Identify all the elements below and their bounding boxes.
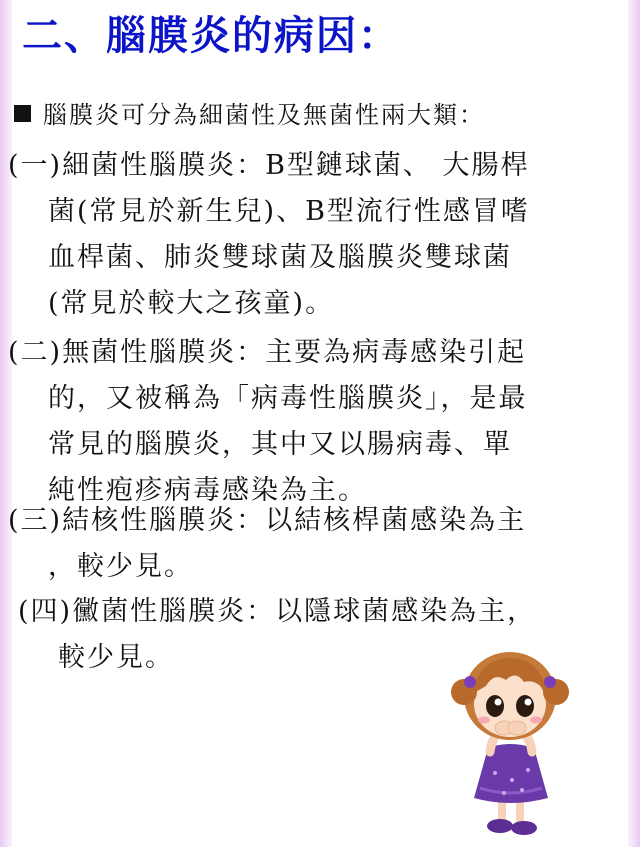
section-line: 的，又被稱為「病毒性腦膜炎」，是最 [48,383,528,414]
section-tuberculous [8,498,526,590]
section-line: 較少見。 [58,642,174,673]
section-bacterial [8,143,530,327]
right-frame-border [628,0,640,847]
section-line: (常見於較大之孩童)。 [48,288,335,319]
section-line: 菌(常見於新生兒)、B型流行性感冒嗜 [48,196,530,227]
section-line: (三)結核性腦膜炎：以結核桿菌感染為主 [8,505,527,536]
intro-line [14,95,485,130]
section-line: 純性疱疹病毒感染為主。 [48,475,367,506]
page-title: 二、腦膜炎的病因： [22,13,400,59]
section-line: (四)黴菌性腦膜炎：以隱球菌感染為主， [18,596,537,627]
section-line: 血桿菌、肺炎雙球菌及腦膜炎雙球菌 [48,242,512,273]
section-aseptic [8,330,528,514]
square-bullet-icon [14,105,31,122]
section-line: 常見的腦膜炎，其中又以腸病毒、單 [48,429,512,460]
section-line: (二)無菌性腦膜炎：主要為病毒感染引起 [8,337,527,368]
section-line: ，較少見。 [48,551,193,582]
cartoon-girl-icon [440,648,580,840]
intro-text: 腦膜炎可分為細菌性及無菌性兩大類： [43,101,485,129]
section-line: (一)細菌性腦膜炎：B型鏈球菌、 大腸桿 [8,150,530,181]
